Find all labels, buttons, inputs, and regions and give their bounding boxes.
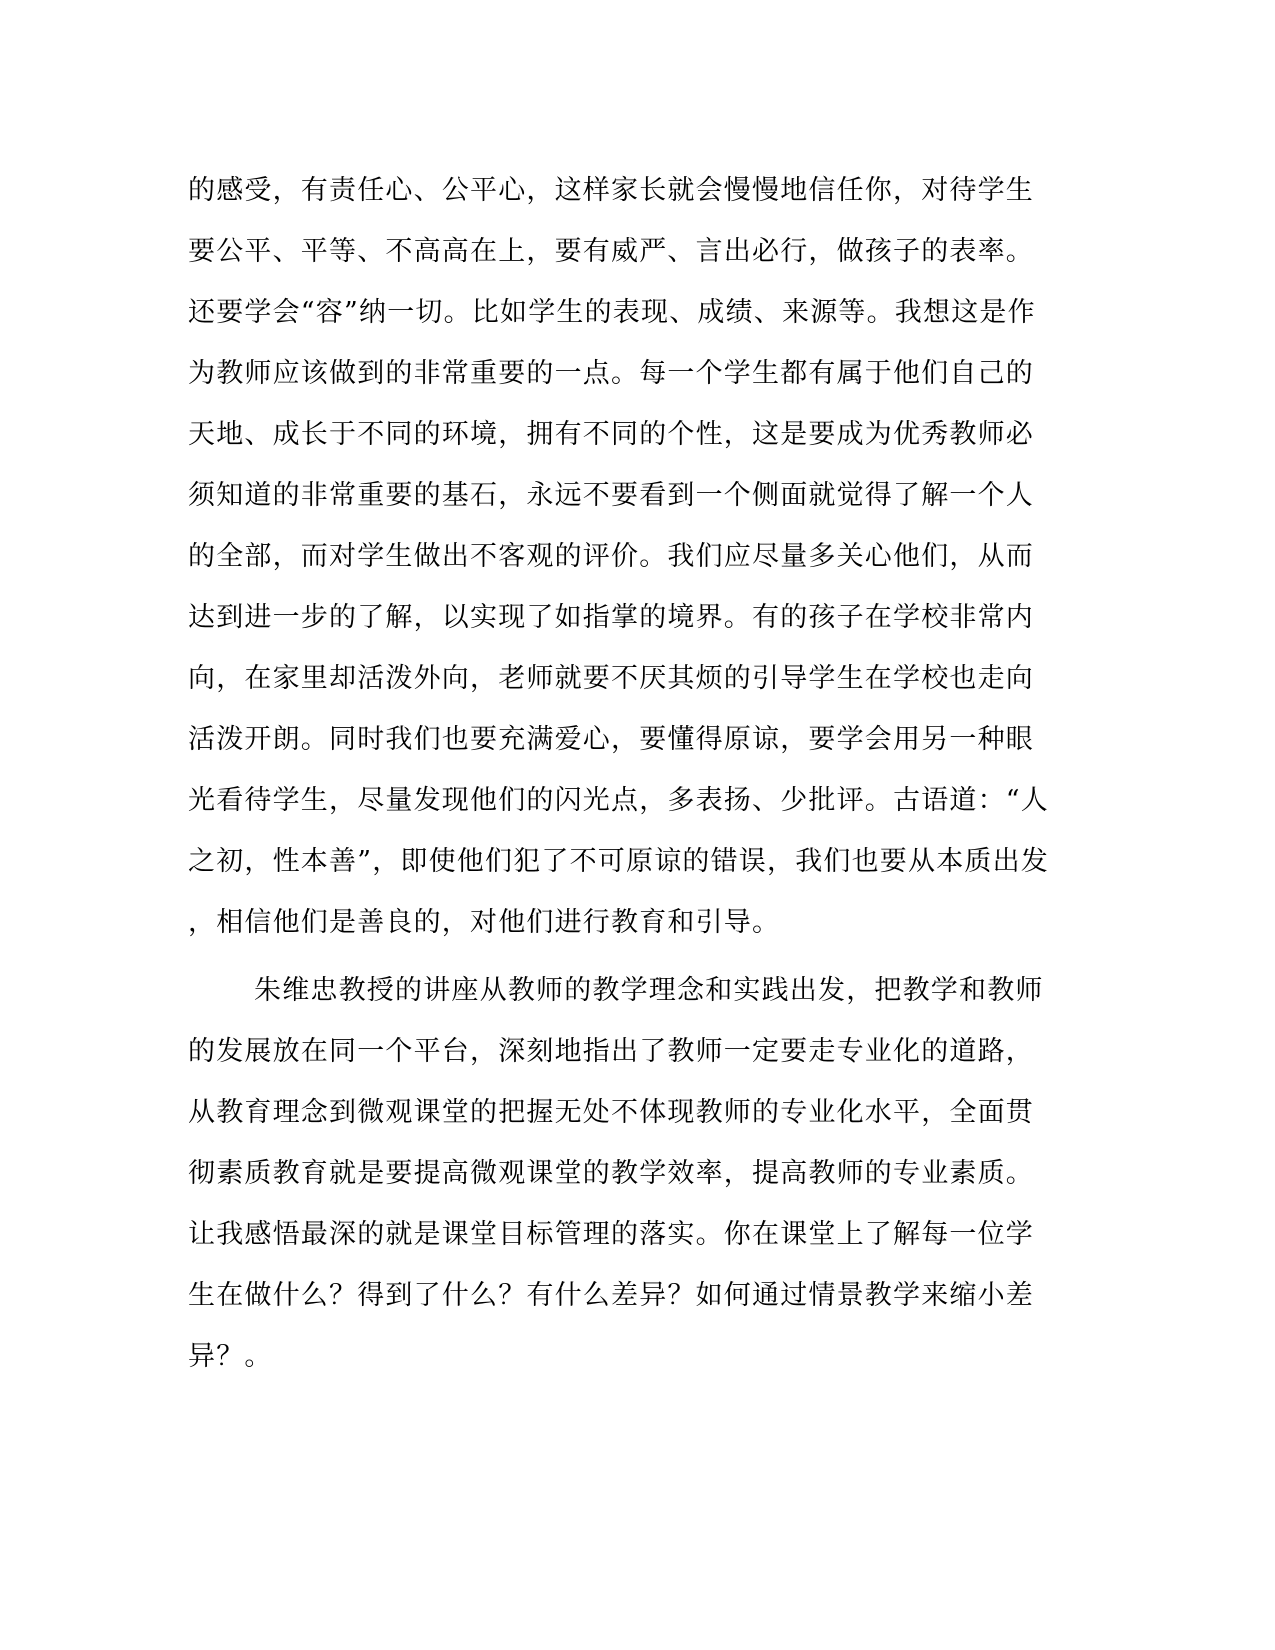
- text-line: 光看待学生，尽量发现他们的闪光点，多表扬、少批评。古语道：“人: [188, 785, 1050, 816]
- text-line: 的全部，而对学生做出不客观的评价。我们应尽量多关心他们，从而: [188, 541, 1034, 572]
- text-line: 须知道的非常重要的基石，永远不要看到一个侧面就觉得了解一个人: [188, 480, 1034, 511]
- text-line: 之初，性本善”，即使他们犯了不可原谅的错误，我们也要从本质出发: [188, 846, 1050, 877]
- text-line: 达到进一步的了解，以实现了如指掌的境界。有的孩子在学校非常内: [188, 602, 1034, 633]
- text-line: 活泼开朗。同时我们也要充满爱心，要懂得原谅，要学会用另一种眼: [188, 724, 1034, 755]
- text-line: 的感受，有责任心、公平心，这样家长就会慢慢地信任你，对待学生: [188, 175, 1034, 206]
- text-line-indented: 朱维忠教授的讲座从教师的教学理念和实践出发，把教学和教师: [254, 975, 1044, 1006]
- text-line: 天地、成长于不同的环境，拥有不同的个性，这是要成为优秀教师必: [188, 419, 1034, 450]
- text-line: 向，在家里却活泼外向，老师就要不厌其烦的引导学生在学校也走向: [188, 663, 1034, 694]
- text-line: 还要学会“容”纳一切。比如学生的表现、成绩、来源等。我想这是作: [188, 297, 1036, 328]
- text-line: 让我感悟最深的就是课堂目标管理的落实。你在课堂上了解每一位学: [188, 1219, 1034, 1250]
- text-line: 异？。: [188, 1341, 273, 1372]
- paragraph-1: [188, 160, 1068, 953]
- text-line: 生在做什么？得到了什么？有什么差异？如何通过情景教学来缩小差: [188, 1280, 1034, 1311]
- text-line: 的发展放在同一个平台，深刻地指出了教师一定要走专业化的道路，: [188, 1036, 1034, 1067]
- text-line: 为教师应该做到的非常重要的一点。每一个学生都有属于他们自己的: [188, 358, 1034, 389]
- text-line: 彻素质教育就是要提高微观课堂的教学效率，提高教师的专业素质。: [188, 1158, 1034, 1189]
- paragraph-2: [188, 960, 1068, 1387]
- text-line: ，相信他们是善良的，对他们进行教育和引导。: [188, 907, 781, 938]
- text-line: 要公平、平等、不高高在上，要有威严、言出必行，做孩子的表率。: [188, 236, 1034, 267]
- text-line: 从教育理念到微观课堂的把握无处不体现教师的专业化水平，全面贯: [188, 1097, 1034, 1128]
